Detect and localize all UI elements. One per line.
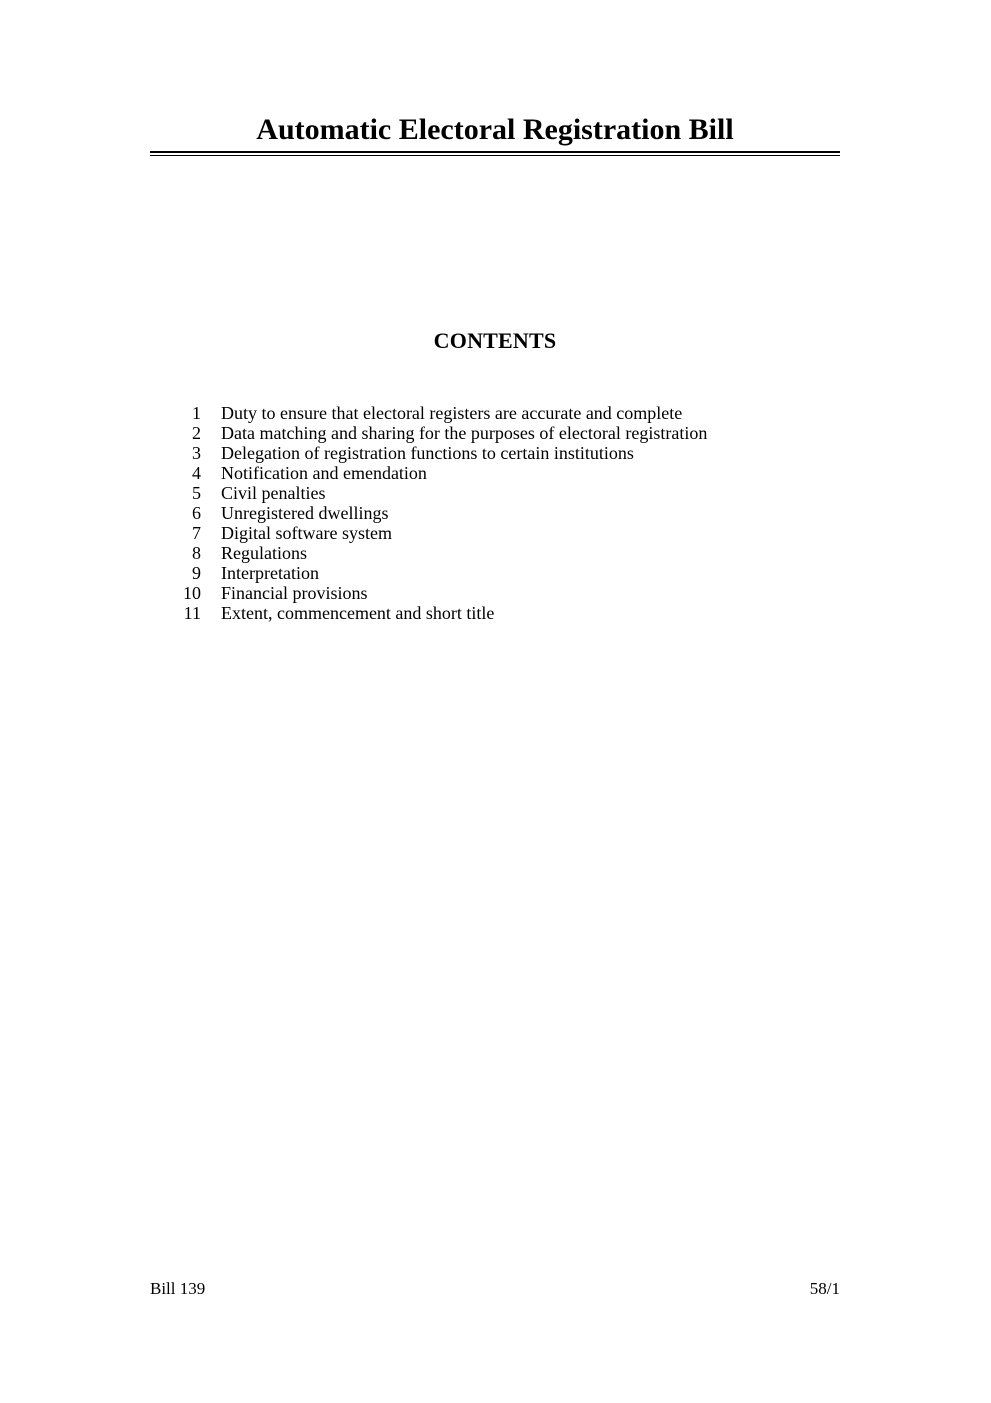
clause-title: Notification and emendation [221, 463, 427, 483]
contents-item [160, 463, 840, 483]
print-reference: 58/1 [809, 1279, 840, 1298]
clause-number: 9 [192, 563, 201, 583]
clause-number: 6 [192, 503, 201, 523]
clause-title: Financial provisions [221, 583, 368, 603]
contents-item [160, 603, 840, 623]
clause-number: 3 [192, 443, 201, 463]
clause-number: 7 [192, 523, 201, 543]
contents-item [160, 583, 840, 603]
contents-list [160, 403, 840, 623]
contents-item [160, 543, 840, 563]
contents-item [160, 563, 840, 583]
bill-number: Bill 139 [150, 1279, 206, 1298]
clause-number: 2 [192, 423, 201, 443]
clause-title: Duty to ensure that electoral registers are accurate and complete [221, 403, 683, 423]
clause-title: Unregistered dwellings [221, 503, 389, 523]
contents-item [160, 483, 840, 503]
clause-title: Delegation of registration functions to certain institutions [221, 443, 634, 463]
contents-item [160, 443, 840, 463]
clause-number: 8 [192, 543, 201, 563]
contents-item [160, 523, 840, 543]
clause-title: Extent, commencement and short title [221, 603, 495, 623]
clause-title: Civil penalties [221, 483, 326, 503]
clause-number: 1 [192, 403, 201, 423]
clause-number: 4 [192, 463, 201, 483]
clause-number: 5 [192, 483, 201, 503]
contents-item [160, 503, 840, 523]
clause-title: Digital software system [221, 523, 392, 543]
clause-title: Interpretation [221, 563, 319, 583]
clause-number: 11 [183, 603, 201, 623]
bill-title: Automatic Electoral Registration Bill [256, 113, 734, 146]
clause-number: 10 [183, 583, 201, 603]
contents-item [160, 403, 840, 423]
title-double-rule [150, 151, 840, 156]
clause-title: Data matching and sharing for the purposes of electoral registration [221, 423, 708, 443]
contents-item [160, 423, 840, 443]
clause-title: Regulations [221, 543, 307, 563]
contents-heading: CONTENTS [433, 328, 557, 353]
